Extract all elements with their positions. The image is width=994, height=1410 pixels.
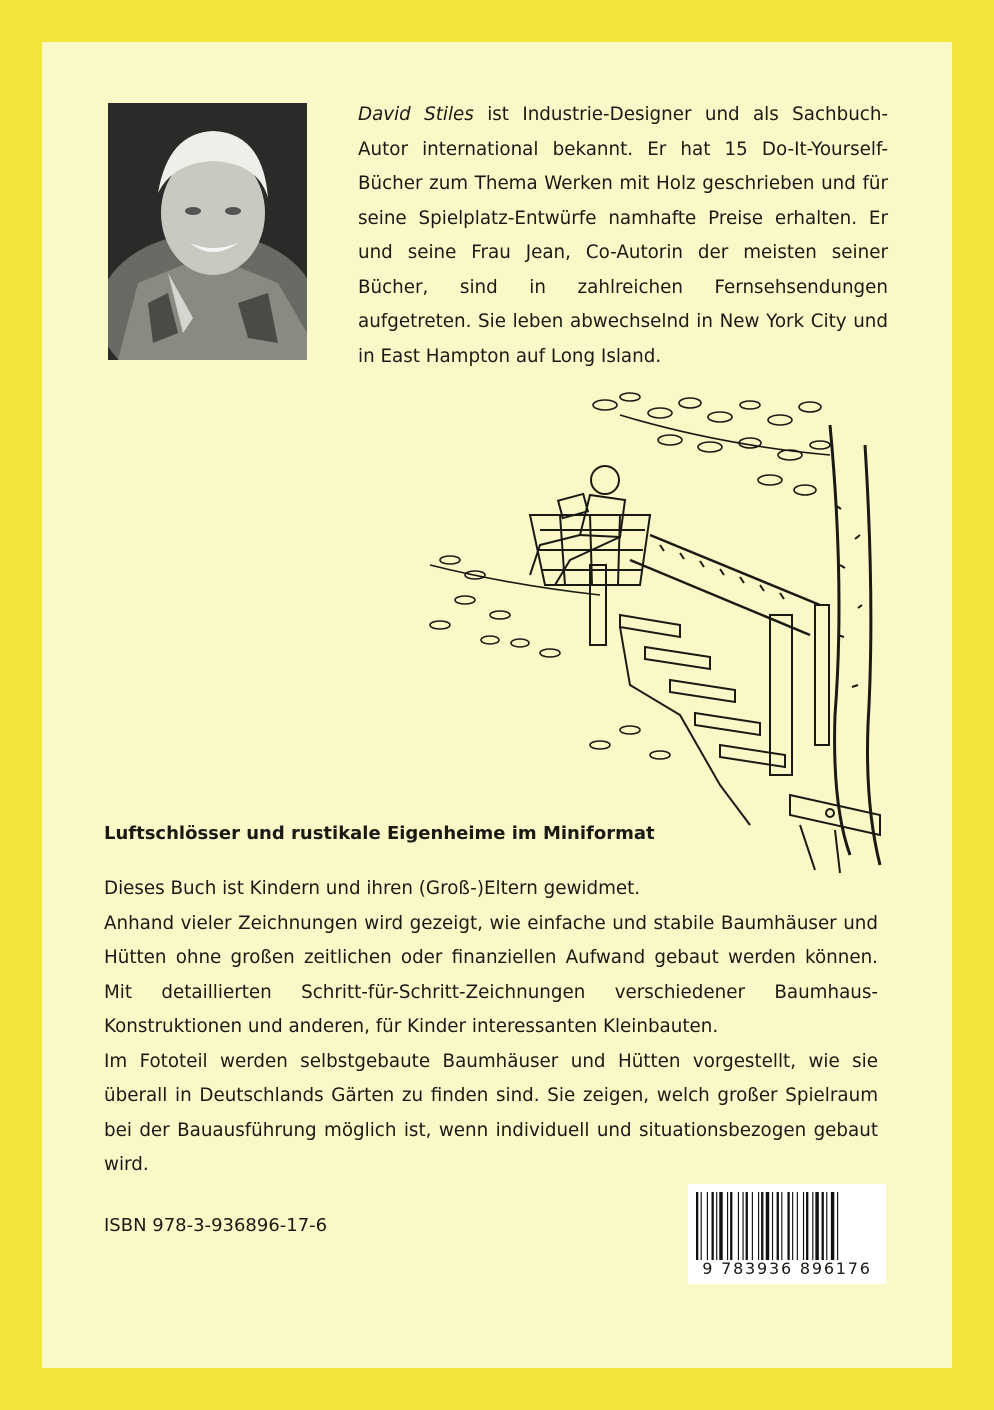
barcode-bar xyxy=(752,1192,753,1260)
barcode-bar xyxy=(777,1192,779,1260)
barcode-bar xyxy=(761,1192,763,1260)
barcode-bar xyxy=(837,1192,838,1260)
description-paragraph-2: Anhand vieler Zeichnungen wird gezeigt, wie einfache und stabile Baumhäuser und Hütten ohne großen zeitlichen oder finanziellen Aufwand gebaut werden können. Mit detaillierten Schritt-für-Schritt-Zeichnungen verschiedener Baumhaus-Konstruktionen und anderen, für Kinder interessanten Kleinbauten. xyxy=(104,912,878,1037)
barcode-bar xyxy=(766,1192,769,1260)
barcode-bar xyxy=(716,1192,717,1260)
barcode-bar xyxy=(822,1192,824,1260)
barcode-bar xyxy=(701,1192,702,1260)
barcode-bar xyxy=(772,1192,773,1260)
barcode-bar xyxy=(696,1192,698,1260)
barcode-bar xyxy=(826,1192,827,1260)
book-description xyxy=(104,872,878,1183)
barcode-bar xyxy=(712,1192,714,1260)
barcode-bar xyxy=(719,1192,722,1260)
barcode-number: 9 783936 896176 xyxy=(702,1259,872,1278)
barcode-bar xyxy=(787,1192,789,1260)
treehouse-drawing xyxy=(420,385,890,875)
barcode-bar xyxy=(743,1192,744,1260)
barcode-bar xyxy=(797,1192,798,1260)
author-bio xyxy=(358,98,888,374)
barcode-bar xyxy=(758,1192,759,1260)
description-paragraph-3: Im Fototeil werden selbstgebaute Baumhäuser und Hütten vorgestellt, wie sie überall in Deutschlands Gärten zu finden sind. Sie zeigen, welch großer Spielraum bei der Bauausführung möglich ist, wenn individuell und situationsbezogen gebaut wird. xyxy=(104,1050,878,1175)
barcode-bar xyxy=(792,1192,793,1260)
description-paragraph-1: Dieses Buch ist Kindern und ihren (Groß-)Eltern gewidmet. xyxy=(104,878,641,899)
barcode-icon xyxy=(694,1192,880,1260)
treehouse-illustration xyxy=(420,385,890,875)
barcode-bar xyxy=(746,1192,748,1260)
author-name: David Stiles xyxy=(358,104,474,125)
barcode-bar xyxy=(831,1192,834,1260)
barcode-bar xyxy=(707,1192,708,1260)
barcode-bar xyxy=(781,1192,782,1260)
barcode-bar xyxy=(730,1192,732,1260)
barcode-bar xyxy=(803,1192,804,1260)
author-photo xyxy=(108,103,307,360)
author-portrait-image xyxy=(108,103,307,360)
barcode-bar xyxy=(812,1192,813,1260)
subheading: Luftschlösser und rustikale Eigenheime im Miniformat xyxy=(104,823,655,844)
barcode-bar xyxy=(806,1192,808,1260)
barcode-bar xyxy=(815,1192,818,1260)
barcode-bar xyxy=(727,1192,728,1260)
isbn-text: ISBN 978-3-936896-17-6 xyxy=(104,1215,328,1236)
barcode-bar xyxy=(738,1192,739,1260)
barcode xyxy=(688,1184,886,1284)
author-bio-text: ist Industrie-Designer und als Sachbuch-Autor international bekannt. Er hat 15 Do-It-Yourself-Bücher zum Thema Werken mit Holz geschrieben und für seine Spielplatz-Entwürfe namhafte Preise erhalten. Er und seine Frau Jean, Co-Autorin der meisten seiner Bücher, sind in zahlreichen Fernsehsendungen aufgetreten. Sie leben abwechselnd in New York City und in East Hampton auf Long Island. xyxy=(358,104,889,367)
